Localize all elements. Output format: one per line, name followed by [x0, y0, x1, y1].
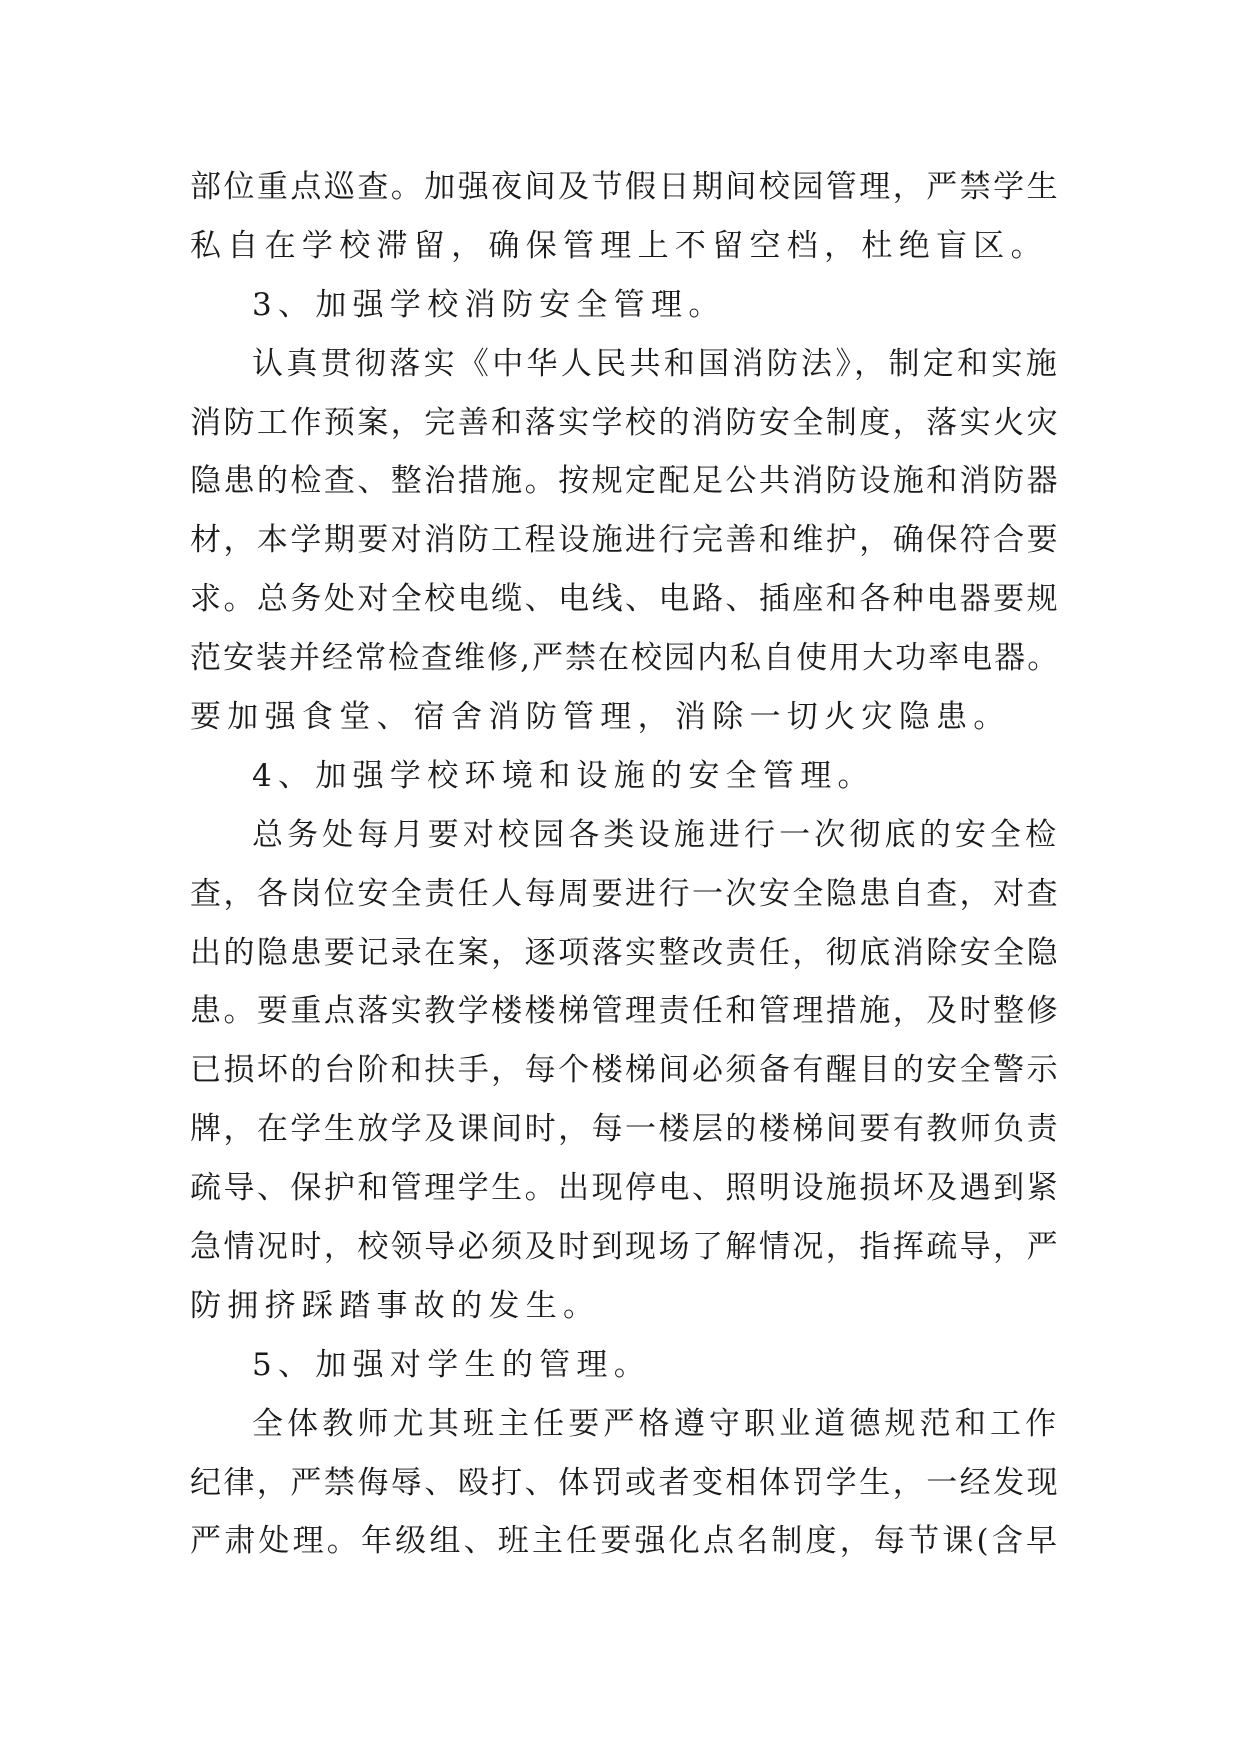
section-heading: 4、加强学校环境和设施的安全管理。	[252, 757, 875, 794]
text-line: 范安装并经常检查维修,严禁在校园内私自使用大功率电器。	[190, 640, 1060, 677]
body-text	[190, 158, 1060, 1571]
text-line: 认真贯彻落实《中华人民共和国消防法》，制定和实施	[252, 345, 1060, 382]
text-line: 出的隐患要记录在案，逐项落实整改责任，彻底消除安全隐	[190, 934, 1060, 971]
text-line: 消防工作预案，完善和落实学校的消防安全制度，落实火灾	[190, 404, 1060, 441]
text-line: 查，各岗位安全责任人每周要进行一次安全隐患自查，对查	[190, 875, 1060, 912]
section-heading: 3、加强学校消防安全管理。	[252, 286, 726, 323]
text-line: 急情况时，校领导必须及时到现场了解情况，指挥疏导，严	[190, 1229, 1060, 1266]
text-line: 私自在学校滞留，确保管理上不留空档，杜绝盲区。	[190, 227, 1048, 264]
text-line: 牌，在学生放学及课间时，每一楼层的楼梯间要有教师负责	[190, 1111, 1060, 1148]
text-line: 疏导、保护和管理学生。出现停电、照明设施损坏及遇到紧	[190, 1170, 1060, 1207]
text-line: 纪律，严禁侮辱、殴打、体罚或者变相体罚学生，一经发现	[190, 1464, 1060, 1501]
text-line: 材，本学期要对消防工程设施进行完善和维护，确保符合要	[190, 522, 1060, 559]
text-line: 严肃处理。年级组、班主任要强化点名制度，每节课(含早	[190, 1523, 1060, 1560]
section-heading: 5、加强对学生的管理。	[252, 1346, 652, 1383]
text-line: 患。要重点落实教学楼楼梯管理责任和管理措施，及时整修	[190, 993, 1060, 1030]
text-line: 隐患的检查、整治措施。按规定配足公共消防设施和消防器	[190, 463, 1060, 500]
text-line: 总务处每月要对校园各类设施进行一次彻底的安全检	[252, 816, 1060, 853]
text-line: 要加强食堂、宿舍消防管理，消除一切火灾隐患。	[190, 699, 1011, 736]
text-line: 已损坏的台阶和扶手，每个楼梯间必须备有醒目的安全警示	[190, 1052, 1060, 1089]
text-line: 防拥挤踩踏事故的发生。	[190, 1287, 601, 1324]
text-line: 求。总务处对全校电缆、电线、电路、插座和各种电器要规	[190, 581, 1060, 618]
text-line: 部位重点巡查。加强夜间及节假日期间校园管理，严禁学生	[190, 169, 1060, 205]
text-line: 全体教师尤其班主任要严格遵守职业道德规范和工作	[252, 1405, 1060, 1442]
